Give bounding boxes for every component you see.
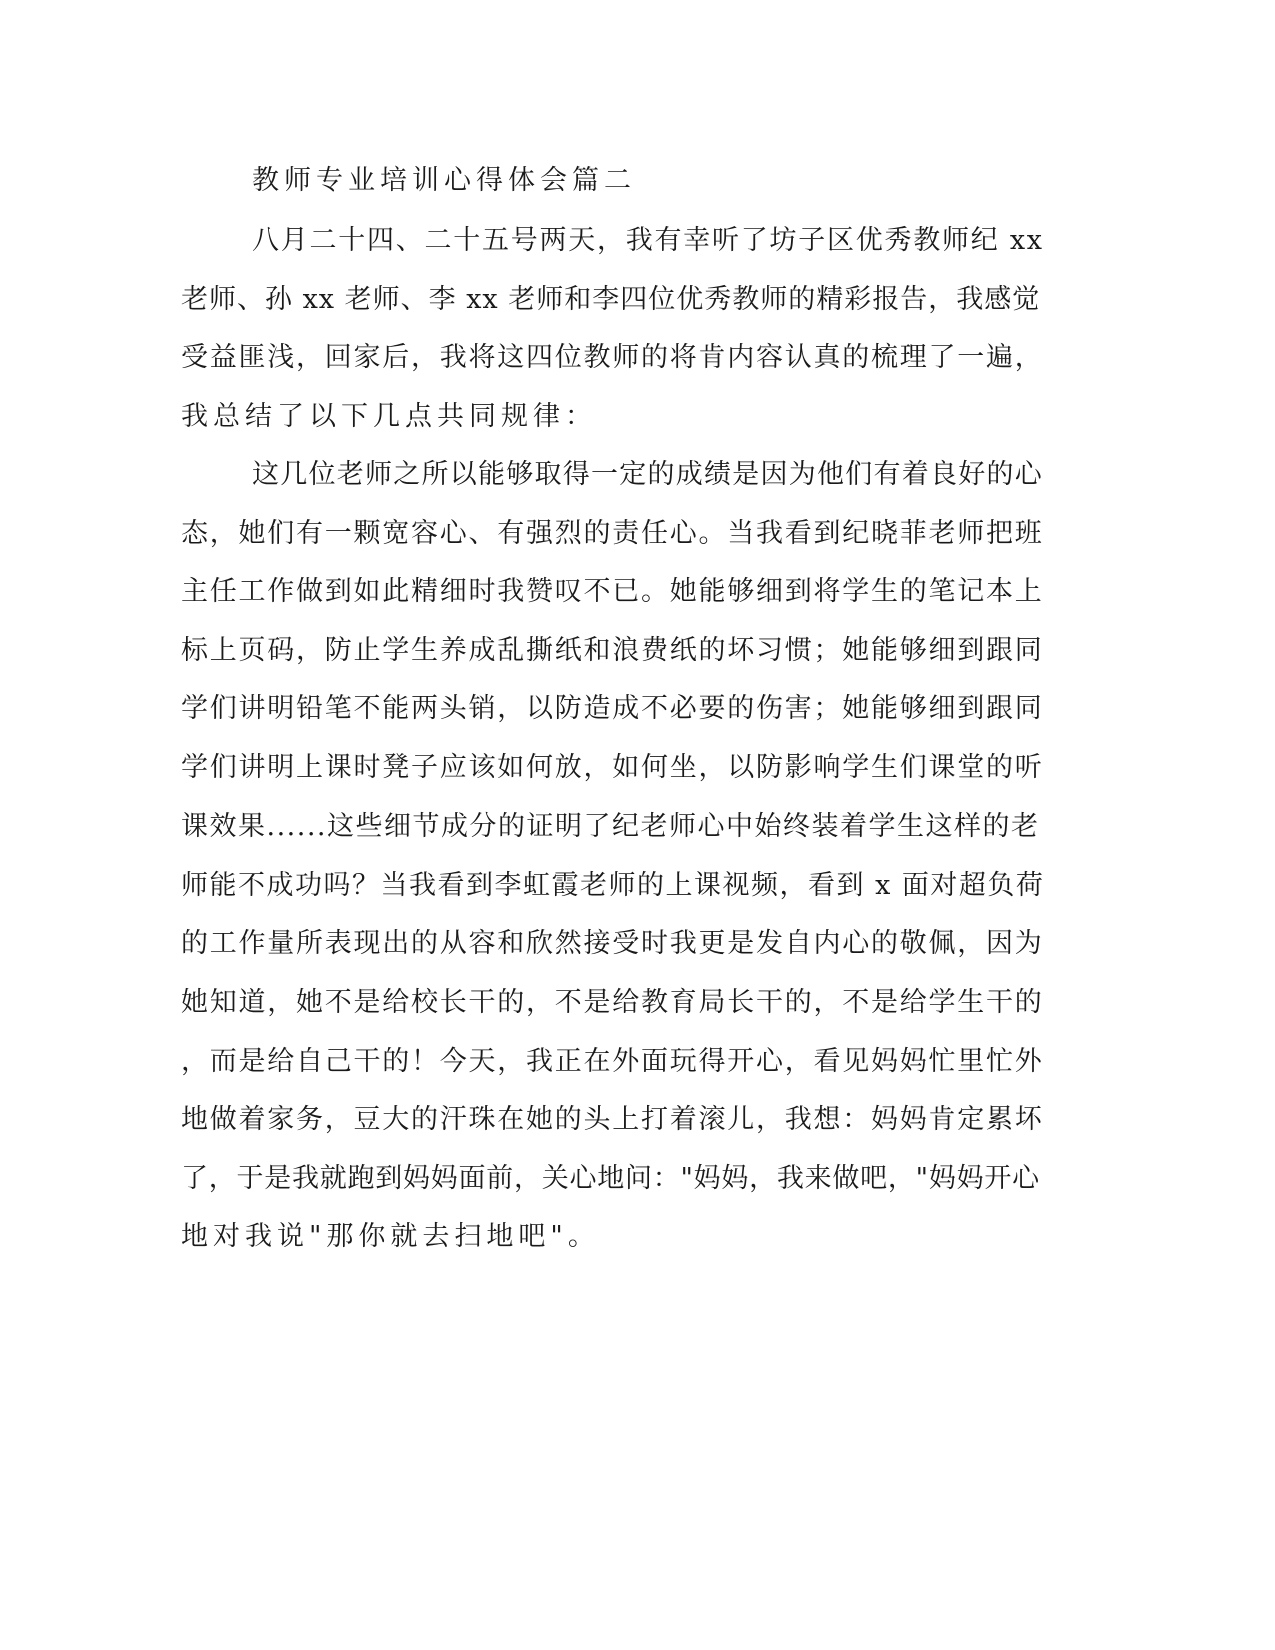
text-line: 的工作量所表现出的从容和欣然接受时我更是发自内心的敬佩，因为 (181, 928, 1044, 959)
text-line: 八月二十四、二十五号两天，我有幸听了坊子区优秀教师纪 xx (252, 225, 1044, 256)
text-line: 老师、孙 xx 老师、李 xx 老师和李四位优秀教师的精彩报告，我感觉 (181, 284, 1041, 315)
text-line: ，而是给自己干的！今天，我正在外面玩得开心，看见妈妈忙里忙外 (181, 1046, 1044, 1077)
text-line: 她知道，她不是给校长干的，不是给教育局长干的，不是给学生干的 (181, 987, 1044, 1018)
document-title: 教师专业培训心得体会篇二 (252, 165, 636, 196)
text-line: 课效果......这些细节成分的证明了纪老师心中始终装着学生这样的老 (181, 811, 1040, 842)
text-line: 态，她们有一颗宽容心、有强烈的责任心。当我看到纪晓菲老师把班 (181, 518, 1044, 549)
text-line: 标上页码，防止学生养成乱撕纸和浪费纸的坏习惯；她能够细到跟同 (181, 635, 1044, 666)
text-line: 这几位老师之所以能够取得一定的成绩是因为他们有着良好的心 (252, 459, 1043, 490)
text-line: 了，于是我就跑到妈妈面前，关心地问："妈妈，我来做吧，"妈妈开心 (181, 1163, 1040, 1194)
text-line: 主任工作做到如此精细时我赞叹不已。她能够细到将学生的笔记本上 (181, 576, 1044, 607)
text-line: 师能不成功吗？当我看到李虹霞老师的上课视频，看到 x 面对超负荷 (181, 870, 1045, 901)
text-line: 受益匪浅，回家后，我将这四位教师的将肯内容认真的梳理了一遍， (181, 342, 1044, 373)
text-line: 我总结了以下几点共同规律： (181, 401, 597, 432)
text-line: 学们讲明上课时凳子应该如何放，如何坐，以防影响学生们课堂的听 (181, 752, 1044, 783)
text-line: 学们讲明铅笔不能两头销，以防造成不必要的伤害；她能够细到跟同 (181, 693, 1044, 724)
text-line: 地对我说"那你就去扫地吧"。 (181, 1221, 600, 1252)
text-line: 地做着家务，豆大的汗珠在她的头上打着滚儿，我想：妈妈肯定累坏 (181, 1104, 1044, 1135)
